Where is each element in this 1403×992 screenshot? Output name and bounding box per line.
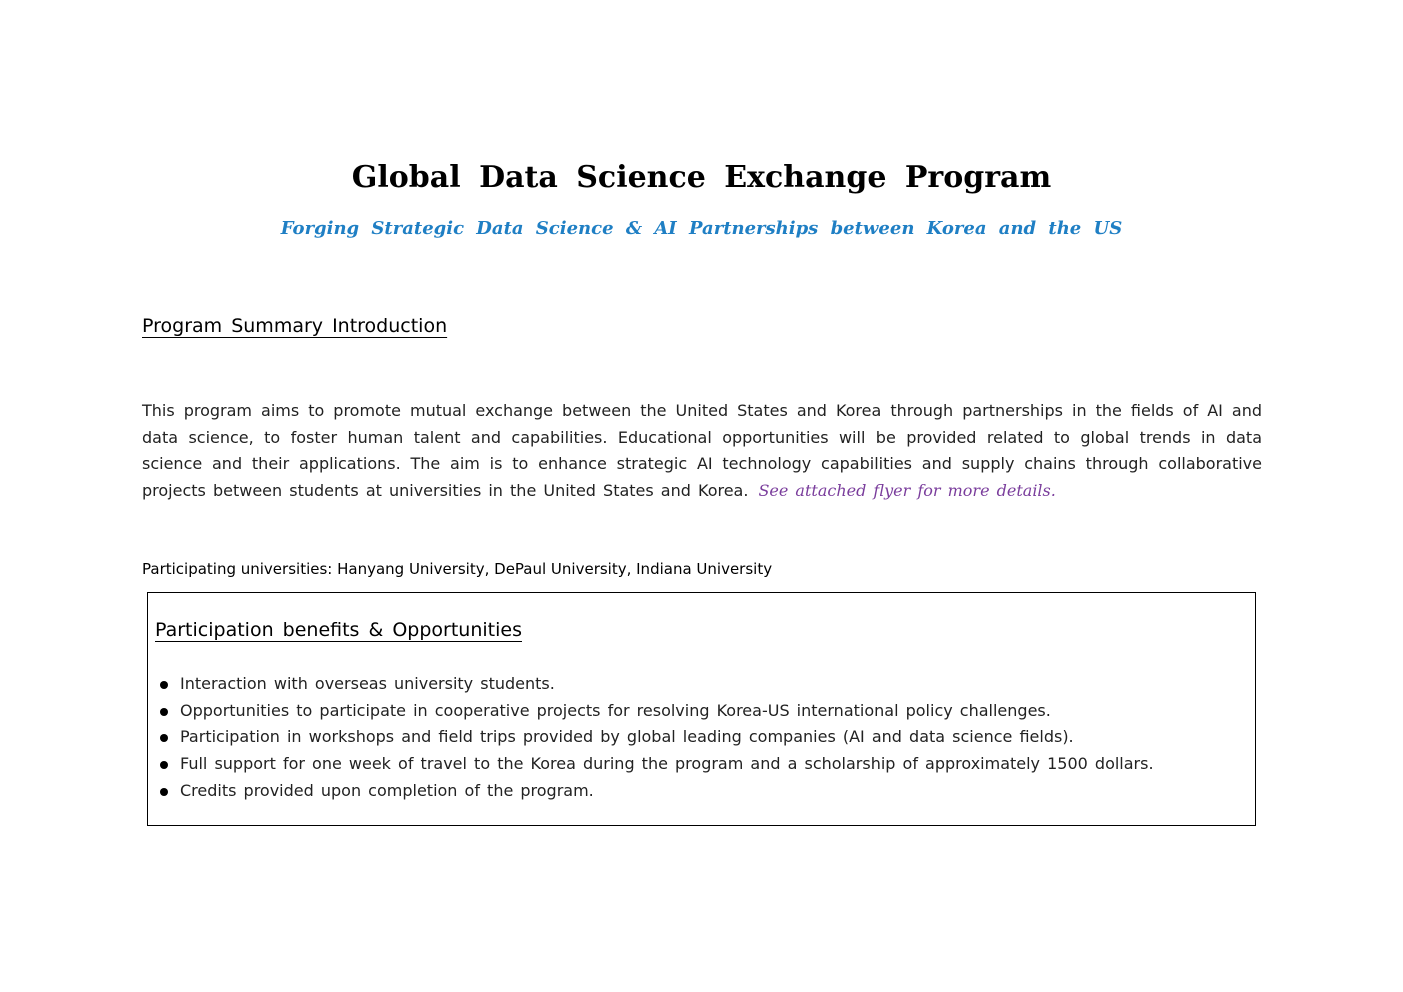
bullet-icon: [160, 761, 168, 769]
benefit-text: Opportunities to participate in cooperative projects for resolving Korea-US international policy challenges.: [180, 700, 1051, 720]
list-item: [158, 724, 1154, 751]
list-item: [158, 698, 1154, 725]
benefits-box: [147, 592, 1256, 826]
list-item: [158, 751, 1154, 778]
document-title: Global Data Science Exchange Program: [351, 160, 1052, 195]
list-item: [158, 778, 1154, 805]
program-summary-body: This program aims to promote mutual exchange between the United States and Korea through partnerships in the fields of AI and data science, to foster human talent and capabilities. Educational opportunities will be provided related to global trends in data science and their applications. The aim is to enhance strategic AI technology capabilities and supply chains through collaborative projects between students at universities in the United States and Korea.: [142, 401, 1262, 501]
benefits-heading: Participation benefits & Opportunities: [155, 619, 522, 641]
flyer-note: See attached flyer for more details.: [758, 481, 1056, 501]
list-item: [158, 671, 1154, 698]
bullet-icon: [160, 708, 168, 716]
document-subtitle: Forging Strategic Data Science & AI Partnerships between Korea and the US: [280, 218, 1123, 239]
program-summary-paragraph: [142, 398, 1262, 505]
participating-universities: Participating universities: Hanyang University, DePaul University, Indiana University: [142, 560, 773, 578]
bullet-icon: [160, 734, 168, 742]
bullet-icon: [160, 788, 168, 796]
benefits-list: [158, 671, 1154, 805]
bullet-icon: [160, 681, 168, 689]
benefit-text: Participation in workshops and field trips provided by global leading companies (AI and data science fields).: [180, 727, 1074, 747]
program-summary-heading: Program Summary Introduction: [142, 315, 448, 337]
benefit-text: Interaction with overseas university students.: [180, 674, 555, 693]
benefit-text: Full support for one week of travel to the Korea during the program and a scholarship of approximately 1500 dollars.: [180, 754, 1154, 774]
benefit-text: Credits provided upon completion of the program.: [180, 780, 594, 800]
